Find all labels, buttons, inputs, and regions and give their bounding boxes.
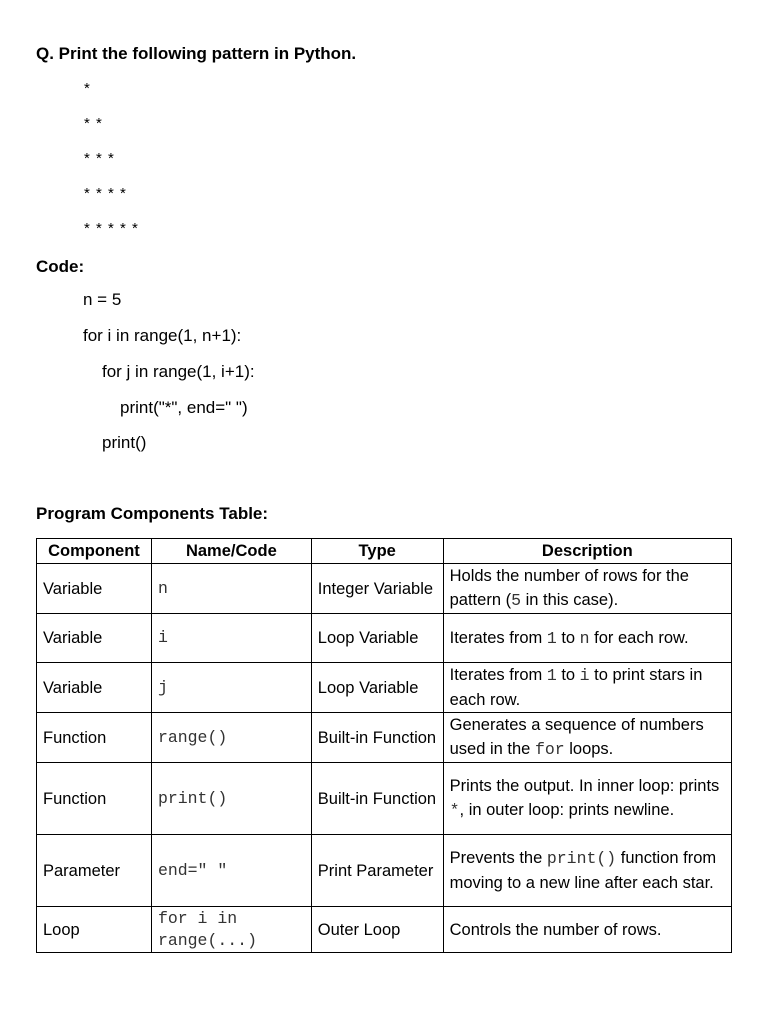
cell-component: Variable <box>37 663 152 713</box>
pattern-line: * <box>84 80 91 97</box>
cell-component: Function <box>37 763 152 835</box>
cell-name-code: range() <box>151 713 311 763</box>
description-code: 1 <box>546 666 557 685</box>
cell-component: Variable <box>37 614 152 663</box>
table-heading: Program Components Table: <box>36 504 269 523</box>
description-text: , in outer loop: prints newline. <box>459 801 675 819</box>
pattern-line: * * <box>84 115 103 132</box>
header-name-code: Name/Code <box>151 539 311 564</box>
code-line: print("*", end=" ") <box>120 398 248 417</box>
cell-type: Outer Loop <box>311 907 443 953</box>
cell-description <box>443 614 731 663</box>
cell-type: Print Parameter <box>311 835 443 907</box>
description-text: Prints the output. In inner loop: prints <box>449 777 720 795</box>
header-component: Component <box>37 539 152 564</box>
description-text: Holds the number of rows for the pattern ( <box>449 567 689 609</box>
cell-type: Loop Variable <box>311 663 443 713</box>
header-description: Description <box>443 539 731 564</box>
table-row <box>37 835 732 907</box>
description-code: n <box>579 628 590 648</box>
cell-type: Integer Variable <box>311 564 443 614</box>
table-row <box>37 907 732 953</box>
table-row <box>37 663 732 713</box>
cell-type: Built-in Function <box>311 763 443 835</box>
cell-type: Loop Variable <box>311 614 443 663</box>
cell-name-code: j <box>151 663 311 713</box>
table-body <box>37 564 732 953</box>
cell-description <box>443 663 731 713</box>
table-row <box>37 763 732 835</box>
cell-name-code: end=" " <box>151 835 311 907</box>
question-title: Q. Print the following pattern in Python. <box>36 44 357 63</box>
pattern-line: * * * * * <box>84 220 139 237</box>
cell-name-code: i <box>151 614 311 663</box>
description-text: to print stars in each row. <box>449 666 703 709</box>
code-line: for i in range(1, n+1): <box>83 326 242 345</box>
cell-name-code: for i in range(...) <box>151 907 311 953</box>
cell-description <box>443 564 731 614</box>
code-line: for j in range(1, i+1): <box>102 362 255 381</box>
cell-name-code: n <box>151 564 311 614</box>
cell-component: Parameter <box>37 835 152 907</box>
table-row <box>37 614 732 663</box>
pattern-line: * * * * <box>84 185 127 202</box>
description-text: loops. <box>564 740 614 758</box>
description-text: to <box>556 666 580 684</box>
description-text: Controls the number of rows. <box>449 920 662 939</box>
code-heading: Code: <box>36 257 85 276</box>
cell-component: Function <box>37 713 152 763</box>
description-code: 5 <box>511 591 521 610</box>
header-type: Type <box>311 539 443 564</box>
description-code: * <box>449 801 460 820</box>
description-code: print() <box>546 849 617 868</box>
components-table <box>36 538 732 953</box>
code-line: n = 5 <box>83 290 122 309</box>
table-row <box>37 713 732 763</box>
cell-name-code: print() <box>151 763 311 835</box>
table-header-row <box>37 539 732 564</box>
description-text: function from moving to a new line after each star. <box>449 849 717 892</box>
description-text: Generates a sequence of numbers used in the <box>449 716 704 758</box>
cell-description <box>443 763 731 835</box>
description-text: to <box>556 628 580 647</box>
description-text: Iterates from <box>449 666 547 684</box>
table-row <box>37 564 732 614</box>
description-text: in this case). <box>520 591 619 609</box>
description-text: for each row. <box>589 628 689 647</box>
code-line: print() <box>102 433 147 452</box>
cell-component: Loop <box>37 907 152 953</box>
description-text: Prevents the <box>449 849 547 867</box>
cell-description <box>443 907 731 953</box>
description-code: for <box>534 740 565 759</box>
pattern-line: * * * <box>84 150 115 167</box>
cell-component: Variable <box>37 564 152 614</box>
description-code: i <box>579 666 590 685</box>
cell-description <box>443 713 731 763</box>
cell-description <box>443 835 731 907</box>
description-text: Iterates from <box>449 628 547 647</box>
description-code: 1 <box>546 628 557 648</box>
cell-type: Built-in Function <box>311 713 443 763</box>
